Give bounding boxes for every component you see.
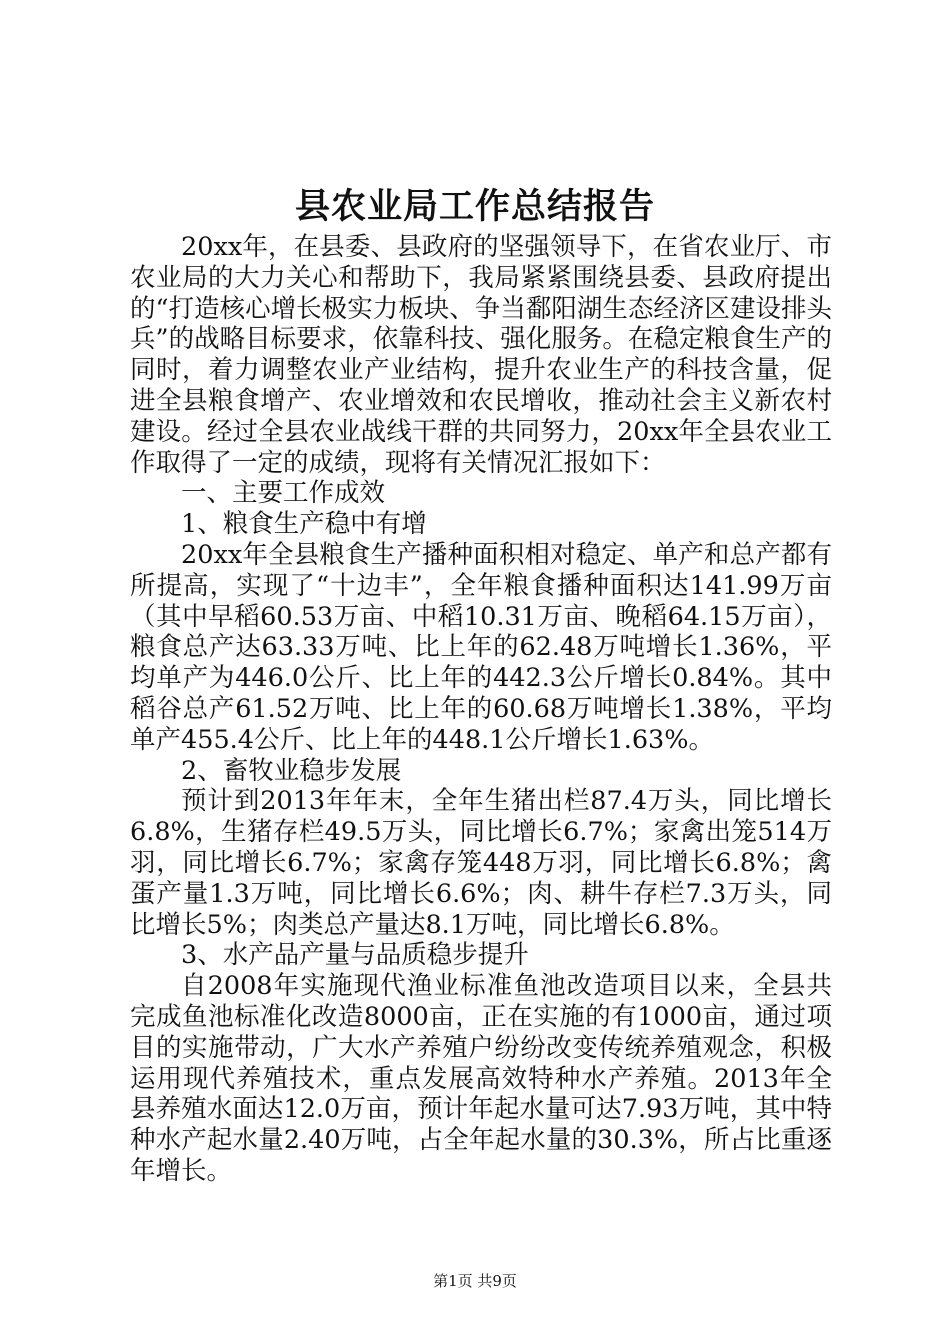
subheading-grain-production: 1、粮食生产稳中有增 bbox=[181, 509, 427, 540]
aquatic-products-paragraph: 自2008年实施现代渔业标准鱼池改造项目以来，全县共完成鱼池标准化改造8000亩，正在实施的有1000亩，通过项目的实施带动，广大水产养殖户纷纷改变传统养殖观念，积极运用现代养殖技术，重点发展高效特种水产养殖。2013年全县养殖水面达12.0万亩，预计年起水量可达7.93万吨，其中特种水产起水量2.40万吨，占全年起水量的30.3%，所占比重逐年增长。 bbox=[130, 971, 832, 1186]
section-heading-main-achievements: 一、主要工作成效 bbox=[181, 478, 386, 509]
livestock-paragraph: 预计到2013年年末，全年生猪出栏87.4万头，同比增长6.8%，生猪存栏49.5万头，同比增长6.7%；家禽出笼514万羽，同比增长6.7%；家禽存笼448万羽，同比增长6.8%；禽蛋产量1.3万吨，同比增长6.6%；肉、耕牛存栏7.3万头，同比增长5%；肉类总产量达8.1万吨，同比增长6.8%。 bbox=[130, 786, 832, 940]
document-title: 县农业局工作总结报告 bbox=[294, 186, 655, 227]
subheading-livestock: 2、畜牧业稳步发展 bbox=[181, 755, 402, 786]
document-body bbox=[130, 232, 832, 1187]
grain-production-paragraph: 20xx年全县粮食生产播种面积相对稳定、单产和总产都有所提高，实现了“十边丰”，全年粮食播种面积达141.99万亩（其中早稻60.53万亩、中稻10.31万亩、晚稻64.15万亩），粮食总产达63.33万吨、比上年的62.48万吨增长1.36%，平均单产为446.0公斤、比上年的442.3公斤增长0.84%。其中稻谷总产61.52万吨、比上年的60.68万吨增长1.38%，平均单产455.4公斤、比上年的448.1公斤增长1.63%。 bbox=[130, 539, 832, 755]
intro-paragraph: 20xx年，在县委、县政府的坚强领导下，在省农业厅、市农业局的大力关心和帮助下，我局紧紧围绕县委、县政府提出的“打造核心增长极实力板块、争当鄱阳湖生态经济区建设排头兵”的战略目标要求，依靠科技、强化服务。在稳定粮食生产的同时，着力调整农业产业结构，提升农业生产的科技含量，促进全县粮食增产、农业增效和农民增收，推动社会主义新农村建设。经过全县农业战线干群的共同努力，20xx年全县农业工作取得了一定的成绩，现将有关情况汇报如下： bbox=[130, 232, 832, 478]
page-number-footer: 第1页 共9页 bbox=[433, 1272, 517, 1290]
subheading-aquatic-products: 3、水产品产量与品质稳步提升 bbox=[181, 940, 529, 971]
